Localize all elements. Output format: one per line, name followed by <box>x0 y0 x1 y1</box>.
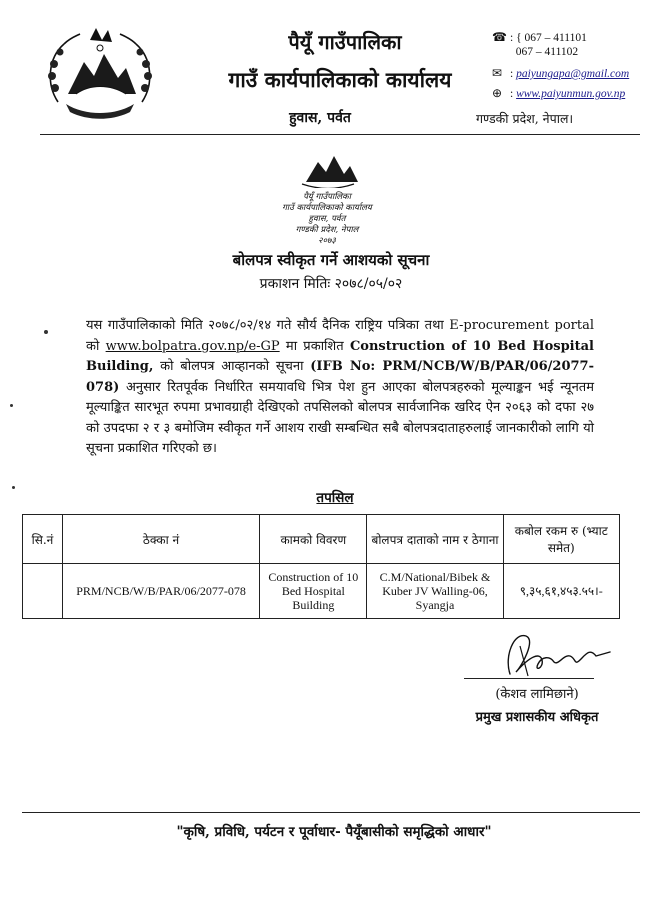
cell-bidder: C.M/National/Bibek & Kuber JV Walling-06, Syangja <box>367 564 503 619</box>
globe-icon: ⊕ <box>492 86 503 100</box>
stamp-line-4: गण्डकी प्रदेश, नेपाल <box>295 225 359 235</box>
table-header-row <box>23 515 620 564</box>
schedule-heading: तपसिल <box>316 490 354 506</box>
col-work: कामको विवरण <box>260 515 367 564</box>
col-amount: कबोल रकम रु (भ्याट समेत) <box>503 515 620 564</box>
header-divider <box>40 134 640 135</box>
publication-date: प्रकाशन मितिः २०७८/०५/०२ <box>259 276 403 292</box>
signatory-name: (केशव लामिछाने) <box>495 687 579 702</box>
phone-line-2: 067 – 411102 <box>515 46 579 58</box>
office-stamp <box>272 150 382 250</box>
signature-line <box>464 678 594 679</box>
municipality-name: पैयूँ गाउँपालिका <box>288 30 402 54</box>
cell-amount: ९,३५,६१,४५३.५५।- <box>503 564 620 619</box>
bolpatra-link[interactable]: www.bolpatra.gov.np/e-GP <box>105 338 280 354</box>
cell-sn <box>23 564 63 619</box>
province-text: गण्डकी प्रदेश, नेपाल। <box>476 111 574 126</box>
stamp-line-1: पैयूँ गाउँपालिका <box>303 192 351 202</box>
office-name: गाउँ कार्यपालिकाको कार्यालय <box>228 67 452 92</box>
stamp-line-3: हुवास, पर्वत <box>308 214 346 224</box>
table-row <box>23 564 620 619</box>
cell-work: Construction of 10 Bed Hospital Building <box>260 564 367 619</box>
award-table <box>22 514 620 619</box>
col-sn: सि.नं <box>23 515 63 564</box>
envelope-icon: ✉ <box>492 66 503 80</box>
notice-title: बोलपत्र स्वीकृत गर्ने आशयको सूचना <box>232 251 430 269</box>
scan-mark <box>12 486 15 489</box>
signature-icon <box>470 626 620 682</box>
notice-body: यस गाउँपालिकाको मिति २०७८/०२/१४ गते सौर्य दैनिक राष्ट्रिय पत्रिका तथा E-procurement portal को www.bolpatra.gov.np/e-GP मा प्रकाशित Construction of 10 Bed Hospital Building, को बोलपत्र आव्हानको सूचना (IFB No: PRM/NCB/W/B/PAR/06/2077-078) अनुसार रितपूर्वक निर्धारित समयावधि भित्र पेश हुन आएका बोलपत्रहरुको मूल्याङ्कन भई न्यूनतम मूल्याङ्कित सारभूत रुपमा प्रभावग्राही देखिएको तपसिलको बोलपत्र सार्वजानिक खरिद ऐन २०६३ को दफा २७ को उपदफा २ र ३ बमोजिम स्वीकृत गर्ने आशय राखी सम्बन्धित सबै बोलपत्रदाताहरुलाई जानकारीको लागि यो सूचना प्रकाशित गरिएको छ। <box>86 318 594 456</box>
project-name: Construction of 10 Bed Hospital Building, <box>86 338 594 374</box>
cell-contract-no: PRM/NCB/W/B/PAR/06/2077-078 <box>62 564 259 619</box>
col-bidder: बोलपत्र दाताको नाम र ठेगाना <box>367 515 503 564</box>
stamp-line-5: २०७३ <box>318 236 336 246</box>
office-place: हुवास, पर्वत <box>289 110 351 126</box>
col-contract-no: ठेक्का नं <box>62 515 259 564</box>
stamp-emblem-icon <box>272 150 382 188</box>
ifb-number: (IFB No: PRM/NCB/W/B/PAR/06/2077-078) <box>86 359 594 395</box>
scan-mark <box>44 330 48 334</box>
phone-line-1: ☎ : { 067 – 411101 <box>492 30 587 44</box>
footer-motto: "कृषि, प्रविधि, पर्यटन र पूर्वाधार- पैयूँबासीको समृद्धिको आधार" <box>176 824 492 840</box>
website-link[interactable]: www.paiyunmun.gov.np <box>516 88 626 100</box>
stamp-line-2: गाउँ कार्यपालिकाको कार्यालय <box>282 203 372 213</box>
website-line: ⊕ : www.paiyunmun.gov.np <box>492 86 626 100</box>
email-link[interactable]: paiyungapa@gmail.com <box>516 68 630 80</box>
scan-mark <box>10 404 13 407</box>
telephone-icon: ☎ <box>492 30 507 44</box>
email-line: ✉ : paiyungapa@gmail.com <box>492 66 630 80</box>
nepal-emblem-icon <box>40 24 160 124</box>
signatory-title: प्रमुख प्रशासकीय अधिकृत <box>475 710 599 725</box>
footer-divider <box>22 812 640 813</box>
